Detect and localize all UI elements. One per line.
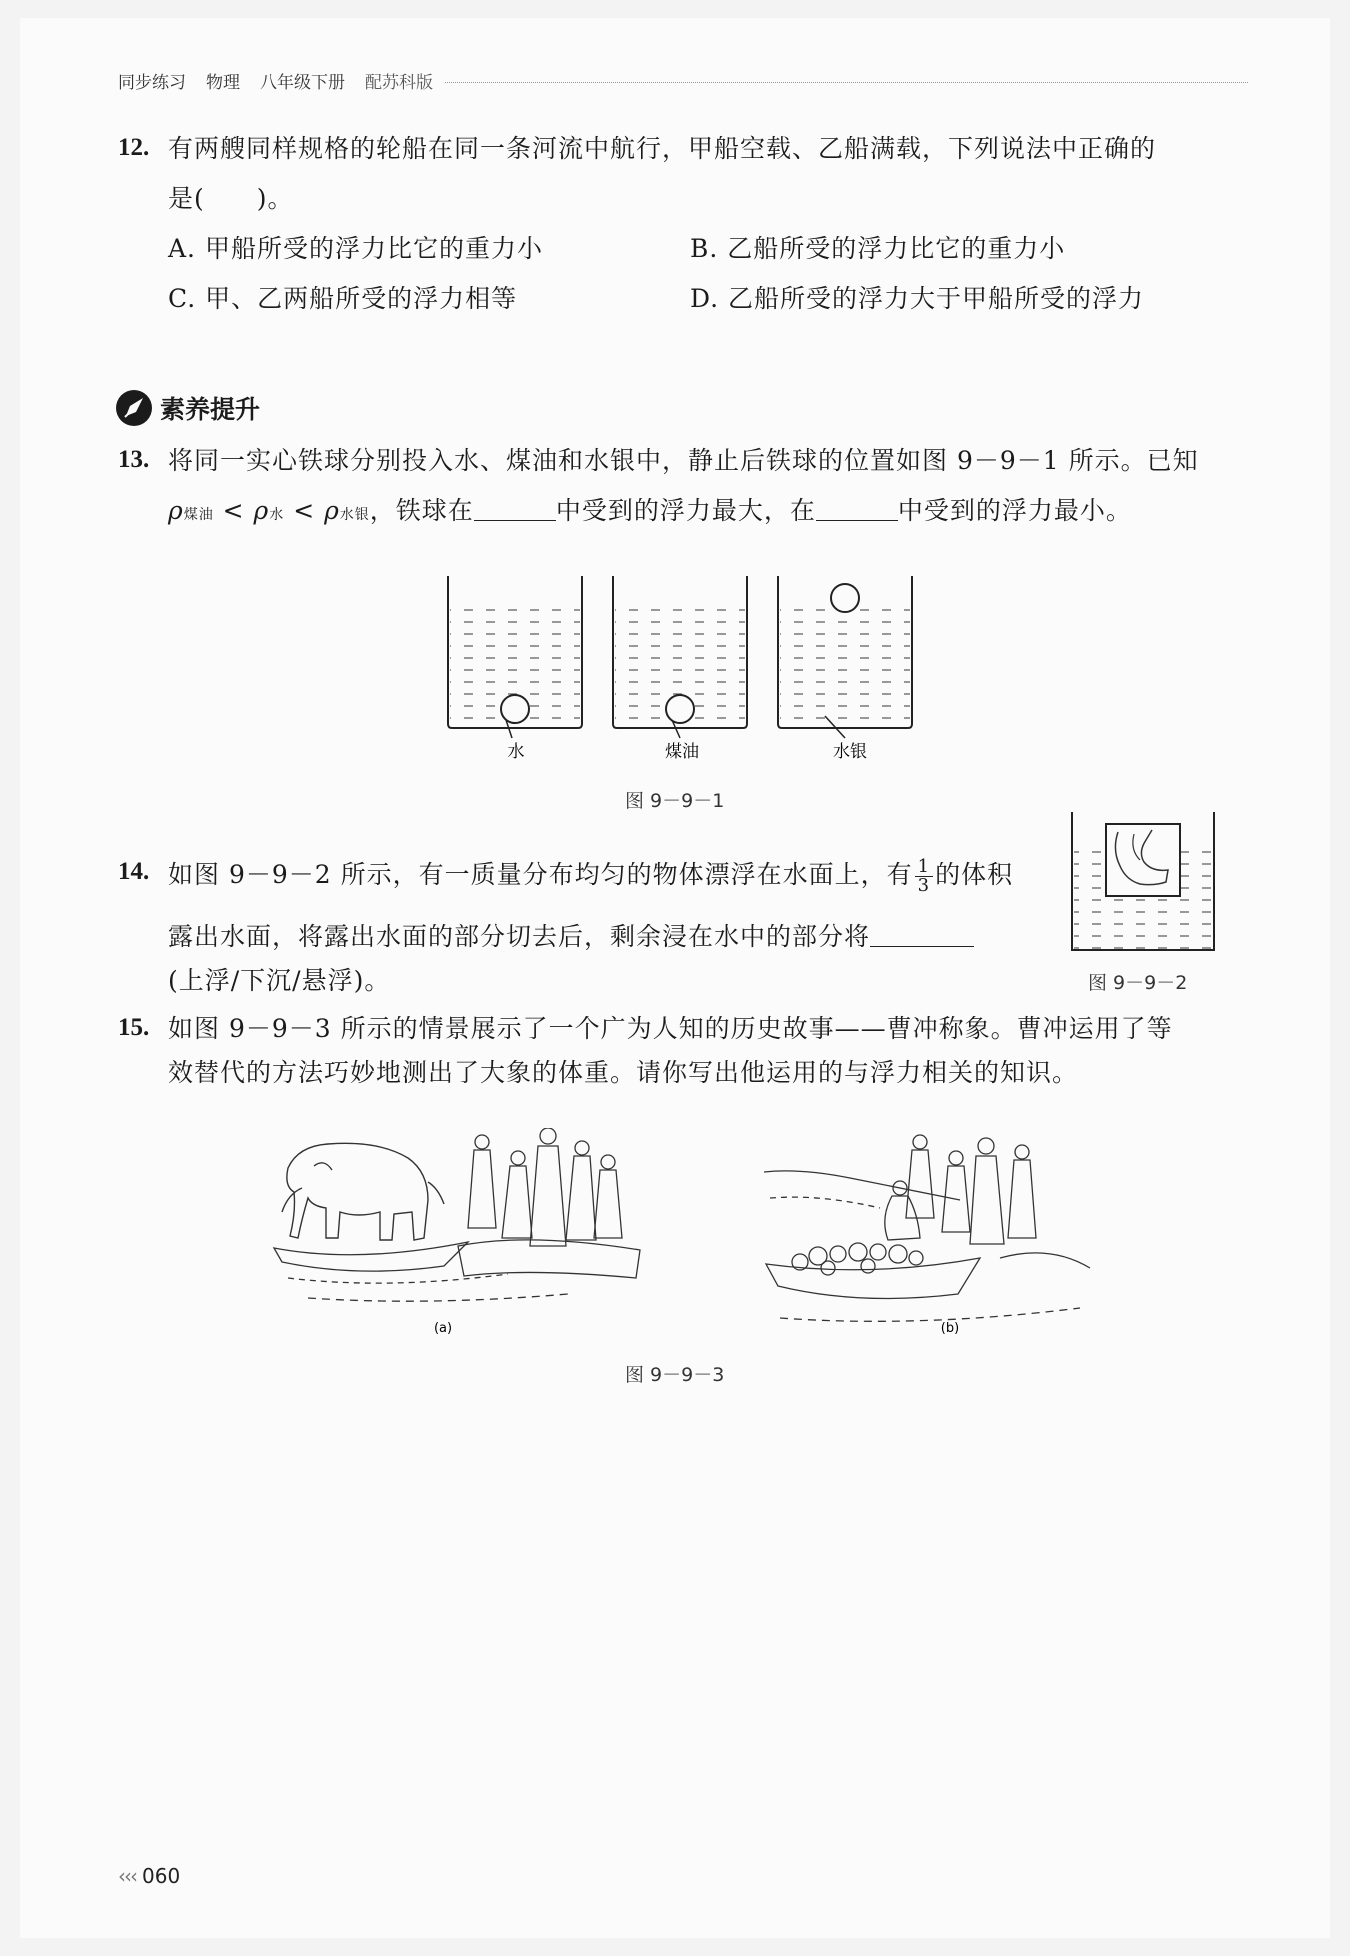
- header-book: 同步练习: [118, 73, 186, 93]
- page-number: 060: [142, 1864, 181, 1888]
- section-title: 素养提升: [160, 395, 261, 424]
- answer-blank-2[interactable]: [816, 498, 898, 521]
- figure-9-9-3-caption: 图 9－9－3: [625, 1364, 725, 1386]
- figure-9-9-2-caption: 图 9－9－2: [1088, 972, 1188, 994]
- iron-ball: [831, 584, 859, 612]
- answer-blank-3[interactable]: [870, 924, 974, 947]
- header-edition: 配苏科版: [365, 73, 433, 93]
- river-bank: [764, 1171, 1090, 1321]
- section-header: [116, 390, 260, 426]
- q13-number: 13.: [118, 446, 150, 473]
- figure-9-9-2: [1068, 810, 1218, 960]
- people-group-b: [885, 1135, 1036, 1244]
- q14-text-2: 露出水面，将露出水面的部分切去后，剩余浸在水中的部分将: [168, 922, 871, 951]
- rho-symbol: ρ: [253, 496, 270, 525]
- q13-text-line1: 将同一实心铁球分别投入水、煤油和水银中，静止后铁球的位置如图 9－9－1 所示。已知: [168, 446, 1199, 475]
- page-footer: [118, 1864, 180, 1888]
- header-subject: 物理: [206, 73, 240, 93]
- back-arrows-icon: ‹‹‹: [118, 1864, 136, 1888]
- q14-text-line3: (上浮/下沉/悬浮)。: [168, 966, 391, 995]
- sub-water: 水: [269, 507, 285, 523]
- beaker-kerosene: [613, 576, 747, 762]
- figure-b-label: (b): [940, 1321, 960, 1336]
- boat-a: [274, 1242, 568, 1301]
- elephant-illustration: [282, 1143, 444, 1240]
- q15-text-line2: 效替代的方法巧妙地测出了大象的体重。请你写出他运用的与浮力相关的知识。: [168, 1058, 1079, 1087]
- iron-ball: [501, 695, 529, 723]
- header-grade: 八年级下册: [260, 73, 345, 93]
- q13-text-a: ，铁球在: [369, 496, 474, 525]
- q12-option-b[interactable]: B. 乙船所受的浮力比它的重力小: [690, 234, 1066, 263]
- page-header: [118, 68, 1248, 93]
- q14-number: 14.: [118, 858, 150, 885]
- q14-text-1a: 如图 9－9－2 所示，有一质量分布均匀的物体漂浮在水面上，有: [168, 860, 913, 889]
- beaker-water: [448, 576, 582, 762]
- people-group-a: [458, 1128, 640, 1278]
- q14-text-line1: [168, 858, 1013, 895]
- sub-mercury: 水银: [339, 507, 370, 523]
- boat-with-stones: [766, 1243, 980, 1299]
- label-mercury: 水银: [833, 742, 867, 762]
- q12-option-a[interactable]: A. 甲船所受的浮力比它的重力小: [168, 234, 543, 263]
- figure-9-9-3a: [268, 1128, 648, 1340]
- rho-symbol: ρ: [168, 496, 184, 525]
- figure-a-label: (a): [433, 1321, 453, 1336]
- q12-text-line2: 是( )。: [168, 184, 294, 213]
- q15-number: 15.: [118, 1014, 150, 1041]
- beaker-mercury: [778, 576, 912, 762]
- frac-denominator: 3: [917, 875, 931, 896]
- q12-option-c[interactable]: C. 甲、乙两船所受的浮力相等: [168, 284, 518, 313]
- sub-kerosene: 煤油: [183, 507, 214, 523]
- iron-ball: [666, 695, 694, 723]
- answer-blank-1[interactable]: [474, 498, 556, 521]
- label-water: 水: [507, 742, 525, 762]
- less-than-2: <: [284, 496, 325, 525]
- fraction-one-third: [915, 858, 933, 895]
- q12-text-line1: 有两艘同样规格的轮船在同一条河流中航行，甲船空载、乙船满载，下列说法中正确的: [168, 134, 1157, 163]
- q12-number: 12.: [118, 134, 150, 161]
- figure-9-9-3b: [760, 1128, 1100, 1340]
- q12-option-d[interactable]: D. 乙船所受的浮力大于甲船所受的浮力: [690, 284, 1145, 313]
- q13-text-b: 中受到的浮力最大，在: [555, 496, 816, 525]
- q14-text-1b: 的体积: [935, 860, 1014, 889]
- figure-9-9-1-caption: 图 9－9－1: [625, 790, 725, 812]
- figure-9-9-1: [440, 568, 930, 768]
- label-kerosene: 煤油: [665, 742, 699, 762]
- q13-text-line2: [168, 496, 1132, 530]
- q15-text-line1: 如图 9－9－3 所示的情景展示了一个广为人知的历史故事——曹冲称象。曹冲运用了等: [168, 1014, 1173, 1043]
- frac-numerator: 1: [915, 858, 933, 877]
- rho-symbol: ρ: [324, 496, 340, 525]
- rocket-icon: [116, 390, 152, 426]
- q13-text-c: 中受到的浮力最小。: [897, 496, 1132, 525]
- less-than-1: <: [213, 496, 254, 525]
- header-rule: [445, 82, 1248, 83]
- q14-text-line2: [168, 922, 974, 952]
